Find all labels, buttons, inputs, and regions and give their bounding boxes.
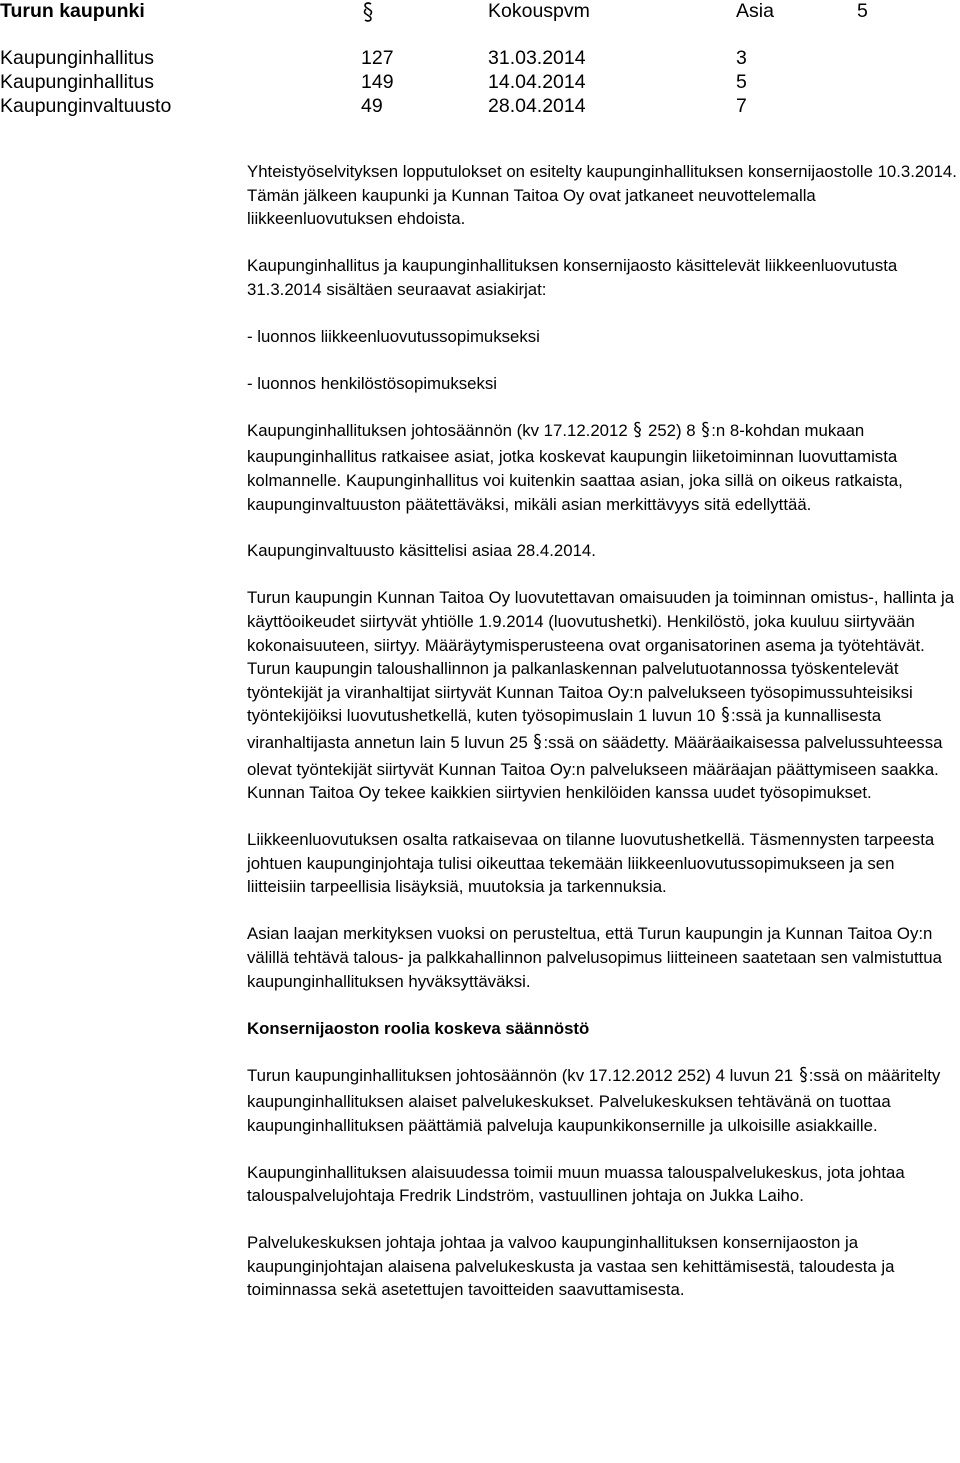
meeting-row: [0, 70, 960, 94]
meeting-item: 3: [736, 47, 747, 69]
item-label: Asia: [736, 0, 774, 22]
meeting-number: 149: [361, 71, 394, 93]
paragraph-council: Kaupunginvaltuusto käsittelisi asiaa 28.4.2014.: [247, 541, 596, 561]
paragraph-processing: Kaupunginhallitus ja kaupunginhallituksen konsernijaosto käsittelevät liikkeenluovutusta 31.3.2014 sisältäen seuraavat asiakirjat:: [247, 256, 898, 299]
list-item-personnel-agreement: - luonnos henkilöstösopimukseksi: [247, 373, 497, 393]
meeting-date-label: Kokouspvm: [488, 0, 590, 22]
paragraph-evaluation: Yhteistyöselvityksen lopputulokset on esitelty kaupunginhallituksen konsernijaostolle 10.3.2014. Tämän jälkeen kaupunki ja Kunnan Taitoa Oy ovat jatkaneet neuvottelemalla liikkeenluovutuksen ehdoista.: [247, 162, 957, 229]
meeting-body: Kaupunginhallitus: [0, 47, 154, 69]
meeting-item: 5: [736, 71, 747, 93]
text-run: :n 8-kohdan mukaan kaupunginhallitus ratkaisee asiat, jotka koskevat kaupungin liiketoiminnan luovuttamista kolmannelle. Kaupunginhallitus voi kuitenkin saattaa asian, joka sillä on oikeus ratkaista, kaupunginvaltuuston päätettäväksi, mikäli asian merkittävyys sitä edellyttää.: [247, 420, 903, 514]
meeting-row: [0, 94, 960, 118]
section-sign-icon: [720, 705, 731, 731]
paragraph-transfer: [247, 586, 957, 804]
paragraph-finance-center: Kaupunginhallituksen alaisuudessa toimii muun muassa talouspalvelukeskus, jota johtaa talouspalvelujohtaja Fredrik Lindström, vastuullinen johtaja on Jukka Laiho.: [247, 1162, 905, 1206]
section-sign-icon: [532, 732, 543, 758]
meeting-date: 31.03.2014: [488, 47, 586, 69]
text-run: :ssä on määritelty kaupunginhallituksen alaiset palvelukeskukset. Palvelukeskuksen tehtävänä on tuottaa kaupunginhallituksen päättämiä palveluja kaupunkikonsernille ja ulkoisille asiakkaille.: [247, 1065, 941, 1135]
meeting-item: 7: [736, 95, 747, 117]
meeting-row: [0, 46, 960, 70]
section-sign-icon: [632, 420, 643, 446]
paragraph-regulation: [247, 419, 957, 516]
text-run: :ssä on säädetty. Määräaikaisessa palvelussuhteessa olevat työntekijät siirtyvät Kunnan Taitoa Oy:n palvelukseen määräajan päättymiseen saakka. Kunnan Taitoa Oy tekee kaikkien siirtyvien henkilöiden kanssa uudet työsopimukset.: [247, 733, 943, 803]
page-number: 5: [857, 0, 868, 22]
list-item-transfer-agreement: - luonnos liikkeenluovutussopimukseksi: [247, 326, 540, 346]
text-run: 252) 8: [643, 420, 701, 440]
organization-name: Turun kaupunki: [0, 0, 145, 22]
meeting-date: 28.04.2014: [488, 95, 586, 117]
meeting-body: Kaupunginvaltuusto: [0, 95, 172, 117]
text-run: Turun kaupungin Kunnan Taitoa Oy luovutettavan omaisuuden ja toiminnan omistus-, hallinta ja käyttöoikeudet siirtyvät yhtiölle 1.9.2014 (luovutushetki). Henkilöstö, joka kuuluu siirtyvään kokonaisuuteen, siirtyy. Määräytymisperusteena ovat organisatorinen asema ja työtehtävät. Turun kaupungin taloushallinnon ja palkanlaskennan palvelutuotannossa työskentelevät työntekijät ja viranhaltijat siirtyvät Kunnan Taitoa Oy:n palvelukseen työsopimussuhteisiksi työntekijöiksi luovutushetkellä, kuten työsopimuslain 1 luvun 10: [247, 588, 955, 726]
text-run: Kaupunginhallituksen johtosäännön (kv 17.12.2012: [247, 420, 633, 440]
section-heading: Konsernijaoston roolia koskeva säännöstö: [247, 1018, 590, 1038]
meeting-number: 127: [361, 47, 394, 69]
page-header: [0, 0, 960, 22]
section-sign-icon: [798, 1065, 809, 1091]
meeting-date: 14.04.2014: [488, 71, 586, 93]
text-run: :ssä ja kunnallisesta viranhaltijasta annetun lain 5 luvun 25: [247, 706, 882, 753]
meeting-body: Kaupunginhallitus: [0, 71, 154, 93]
paragraph-director: Palvelukeskuksen johtaja johtaa ja valvoo kaupunginhallituksen konsernijaoston ja kaupunginjohtajan alaisena palvelukeskusta ja vastaa sen kehittämisestä, taloudesta ja toiminnassa sekä asetettujen tavoitteiden saavuttamisesta.: [247, 1233, 895, 1300]
document-body: [247, 160, 957, 1325]
meeting-number: 49: [361, 95, 383, 117]
text-run: Turun kaupunginhallituksen johtosäännön (kv 17.12.2012 252) 4 luvun 21: [247, 1065, 798, 1085]
paragraph-decisive-moment: Liikkeenluovutuksen osalta ratkaisevaa on tilanne luovutushetkellä. Täsmennysten tarpeesta johtuen kaupunginjohtaja tulisi oikeuttaa tekemään liikkeenluovutussopimukseen ja sen liitteisiin tarpeellisia lisäyksiä, muutoksia ja tarkennuksia.: [247, 830, 935, 897]
paragraph-significance: Asian laajan merkityksen vuoksi on perusteltua, että Turun kaupungin ja Kunnan Taitoa Oy:n välillä tehtävä talous- ja palkkahallinnon palvelusopimus liitteineen saatetaan sen valmistuttua kaupunginhallituksen hyväksyttäväksi.: [247, 924, 942, 991]
section-sign-icon: [700, 420, 711, 446]
paragraph-service-centers: [247, 1064, 957, 1138]
section-sign-icon: [361, 1, 375, 23]
